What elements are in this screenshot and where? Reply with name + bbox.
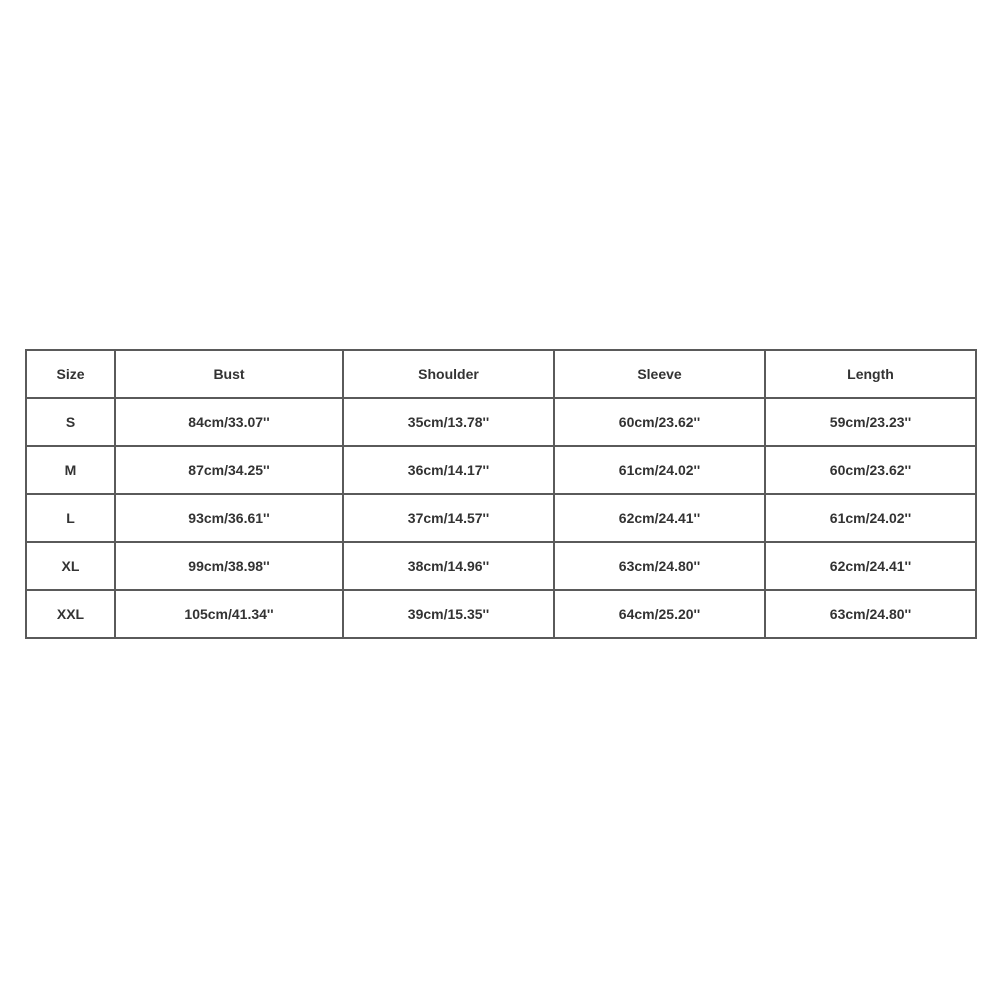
table-row xyxy=(26,542,976,590)
cell-length: 59cm/23.23'' xyxy=(765,398,976,446)
cell-bust: 93cm/36.61'' xyxy=(115,494,343,542)
cell-shoulder: 37cm/14.57'' xyxy=(343,494,554,542)
cell-length: 62cm/24.41'' xyxy=(765,542,976,590)
cell-shoulder: 35cm/13.78'' xyxy=(343,398,554,446)
header-bust: Bust xyxy=(115,350,343,398)
cell-bust: 99cm/38.98'' xyxy=(115,542,343,590)
cell-sleeve: 60cm/23.62'' xyxy=(554,398,765,446)
table-row xyxy=(26,494,976,542)
table-row xyxy=(26,446,976,494)
table-row xyxy=(26,398,976,446)
header-length: Length xyxy=(765,350,976,398)
cell-size: XL xyxy=(26,542,115,590)
cell-bust: 87cm/34.25'' xyxy=(115,446,343,494)
header-shoulder: Shoulder xyxy=(343,350,554,398)
cell-size: XXL xyxy=(26,590,115,638)
header-size: Size xyxy=(26,350,115,398)
cell-shoulder: 38cm/14.96'' xyxy=(343,542,554,590)
cell-length: 61cm/24.02'' xyxy=(765,494,976,542)
cell-sleeve: 64cm/25.20'' xyxy=(554,590,765,638)
cell-size: M xyxy=(26,446,115,494)
cell-length: 60cm/23.62'' xyxy=(765,446,976,494)
cell-sleeve: 62cm/24.41'' xyxy=(554,494,765,542)
cell-shoulder: 36cm/14.17'' xyxy=(343,446,554,494)
cell-sleeve: 61cm/24.02'' xyxy=(554,446,765,494)
header-sleeve: Sleeve xyxy=(554,350,765,398)
cell-size: S xyxy=(26,398,115,446)
size-chart-table xyxy=(25,349,977,639)
table-row xyxy=(26,590,976,638)
header-row xyxy=(26,350,976,398)
cell-bust: 84cm/33.07'' xyxy=(115,398,343,446)
cell-bust: 105cm/41.34'' xyxy=(115,590,343,638)
cell-size: L xyxy=(26,494,115,542)
cell-sleeve: 63cm/24.80'' xyxy=(554,542,765,590)
cell-length: 63cm/24.80'' xyxy=(765,590,976,638)
cell-shoulder: 39cm/15.35'' xyxy=(343,590,554,638)
